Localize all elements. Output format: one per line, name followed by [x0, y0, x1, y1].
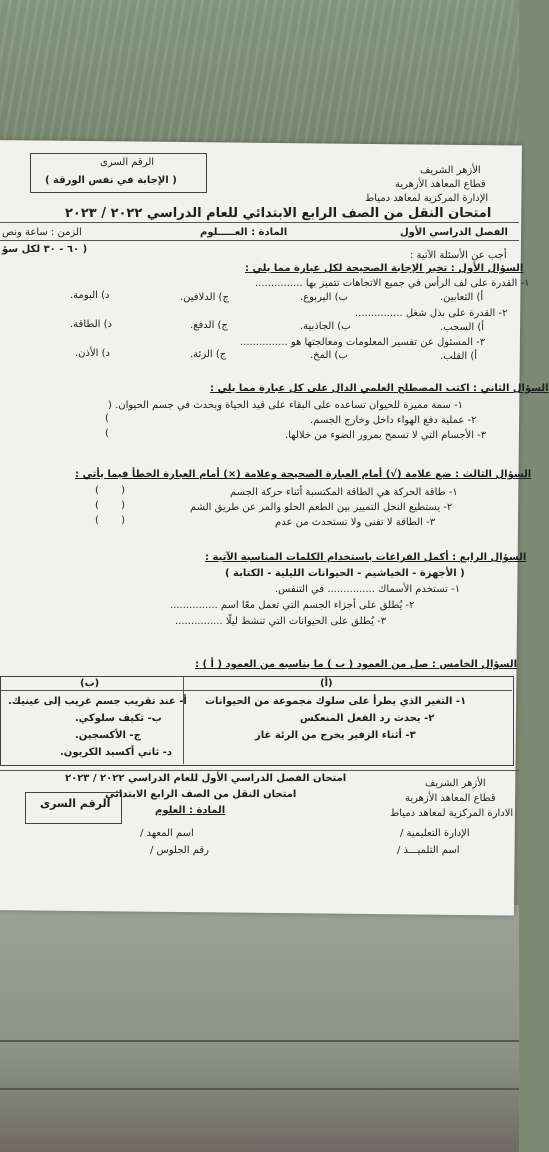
q3-statement-1: ١- طاقة الحركة هي الطاقة المكتسبة أثناء حركة الجسم: [230, 487, 458, 498]
footer-azhar: الأزهر الشريف: [425, 778, 486, 789]
exam-title: امتحان النقل من الصف الرابع الابتدائي للعام الدراسي ٢٠٢٢ / ٢٠٢٣: [65, 206, 492, 221]
answer-note: ( الإجابة في نفس الورقة ): [45, 175, 177, 186]
time-label: الزمن : ساعة ونص: [2, 227, 82, 238]
q2-title: السؤال الثاني : اكتب المصطلح العلمي الدال على كل عبارة مما يلي :: [210, 383, 549, 394]
q3-statement-3: ٣- الطاقة لا تفنى ولا تستحدث من عدم: [275, 517, 436, 528]
column-b-header: (ب): [80, 678, 100, 689]
footer-exam-line-1: امتحان الفصل الدراسي الأول للعام الدراسي ٢٠٢٢ / ٢٠٢٣: [65, 773, 347, 784]
q1-s3-option-a: أ) القلب.: [440, 351, 478, 362]
q1-s1-option-d: د) البومة.: [70, 290, 110, 301]
q4-word-bank: ( الأجهزة - الخياشيم - الحيوانات الليلية - الكتابة ): [225, 568, 465, 579]
marks-label: ( ٦٠ - ٣٠ لكل سؤ: [2, 244, 88, 255]
q3-answer-bracket: ( ): [95, 485, 126, 496]
footer-admin: الادارة المركزية لمعاهد دمياط: [390, 808, 514, 819]
q4-statement-1: ١- تستخدم الأسماك ............... في التنفس.: [275, 584, 461, 595]
q1-s3-option-d: د) الأذن.: [75, 348, 110, 359]
q1-s1-option-a: أ) الثعابين.: [440, 292, 484, 303]
q1-statement-2: ٢- القدرة على بذل شغل ...............: [355, 308, 508, 319]
subject-label: المادة : العـــــلوم: [200, 227, 288, 238]
divider: [0, 240, 519, 241]
divider: [0, 770, 519, 771]
column-b-item-1: أ- عند تقريب جسم غريب إلى عينيك.: [8, 696, 187, 707]
q4-statement-2: ٢- يُطلق على أجزاء الجسم التي تعمل معًا اسم ...............: [170, 600, 415, 611]
footer-edu-admin: الإدارة التعليمية /: [400, 828, 470, 839]
q1-s3-option-b: ب) المخ.: [310, 350, 348, 361]
q1-statement-1: ١- القدرة على لف الرأس في جميع الاتجاهات تتميز بها ...............: [255, 278, 530, 289]
q2-answer-bracket: ): [105, 413, 109, 424]
column-b-item-4: د- ثاني أكسيد الكربون.: [60, 747, 172, 758]
footer-subject: المادة : العلوم: [155, 805, 226, 816]
column-b-item-3: ج- الأكسجين.: [75, 730, 141, 741]
q1-s2-option-b: ب) الجاذبية.: [300, 321, 351, 332]
q1-s1-option-b: ب) اليربوع.: [300, 292, 348, 303]
q1-s3-option-c: ج) الرئة.: [190, 349, 227, 360]
instruction: أجب عن الأسئلة الآتية :: [410, 250, 507, 261]
header-azhar: الأزهر الشريف: [420, 165, 481, 176]
footer-sector: قطاع المعاهد الأزهرية: [405, 793, 496, 804]
column-a-item-2: ٢- يحدث رد الفعل المنعكس: [300, 713, 435, 724]
q1-statement-3: ٣- المسئول عن تفسير المعلومات ومعالجتها هو ...............: [240, 337, 486, 348]
q1-s2-option-a: أ) السحب.: [440, 322, 485, 333]
footer-seat-number: رقم الجلوس /: [150, 845, 209, 856]
q5-title: السؤال الخامس : صل من العمود ( ب ) ما يناسبه من العمود ( أ ) :: [195, 659, 518, 670]
footer-institute: اسم المعهد /: [140, 828, 194, 839]
q1-title: السؤال الأول : تخير الإجابة الصحيحة لكل عبارة مما يلي :: [245, 263, 524, 274]
q2-statement-3: ٣- الأجسام التي لا تسمح بمرور الضوء من خلالها.: [285, 430, 487, 441]
header-admin: الإدارة المركزية لمعاهد دمياط: [365, 193, 489, 204]
footer-exam-line-2: امتحان النقل من الصف الرابع الابتدائي: [105, 789, 297, 800]
q1-s2-option-c: ج) الدفع.: [190, 320, 228, 331]
q2-statement-2: ٢- عملية دفع الهواء داخل وخارج الجسم.: [310, 415, 477, 426]
q3-statement-2: ٢- يستطيع النحل التمييز بين الطعم الحلو والمر عن طريق الشم: [190, 502, 453, 513]
secret-number-label: الرقم السرى: [100, 157, 155, 168]
q2-statement-1: ١- سمة مميزة للحيوان تساعده على البقاء على قيد الحياة وبحدث في جسم الحيوان. (: [108, 400, 464, 411]
q3-title: السؤال الثالث : ضع علامة (√) أمام العبارة الصحيحة وعلامة (×) أمام العبارة الخطأ فيما يأتي :: [75, 469, 532, 480]
q3-answer-bracket: ( ): [95, 500, 126, 511]
column-a-item-1: ١- التغير الذي يطرأ على سلوك مجموعة من الحيوانات: [205, 696, 467, 707]
column-a-header: (أ): [320, 678, 333, 689]
q4-title: السؤال الرابع : أكمل الفراغات باستخدام الكلمات المناسبة الآتية :: [205, 552, 527, 563]
column-a-item-3: ٣- أثناء الزفير يخرج من الرئة غاز: [255, 730, 416, 741]
footer-secret-number-label: الرقم السرى: [40, 797, 111, 810]
q3-answer-bracket: ( ): [95, 515, 126, 526]
q4-statement-3: ٣- يُطلق على الحيوانات التي تنشط ليلًا ...............: [175, 616, 387, 627]
term-label: الفصل الدراسي الأول: [400, 227, 508, 238]
q1-s2-option-d: د) الطاقة.: [70, 319, 112, 330]
q2-answer-bracket: ): [105, 428, 109, 439]
q1-s1-option-c: ج) الدلافين.: [180, 292, 229, 303]
divider: [0, 222, 519, 223]
table-header-line: [0, 690, 512, 691]
column-b-item-2: ب- تكيف سلوكي.: [75, 713, 162, 724]
header-sector: قطاع المعاهد الأزهرية: [395, 179, 486, 190]
footer-student-name: اسم التلميـــذ /: [397, 845, 460, 856]
